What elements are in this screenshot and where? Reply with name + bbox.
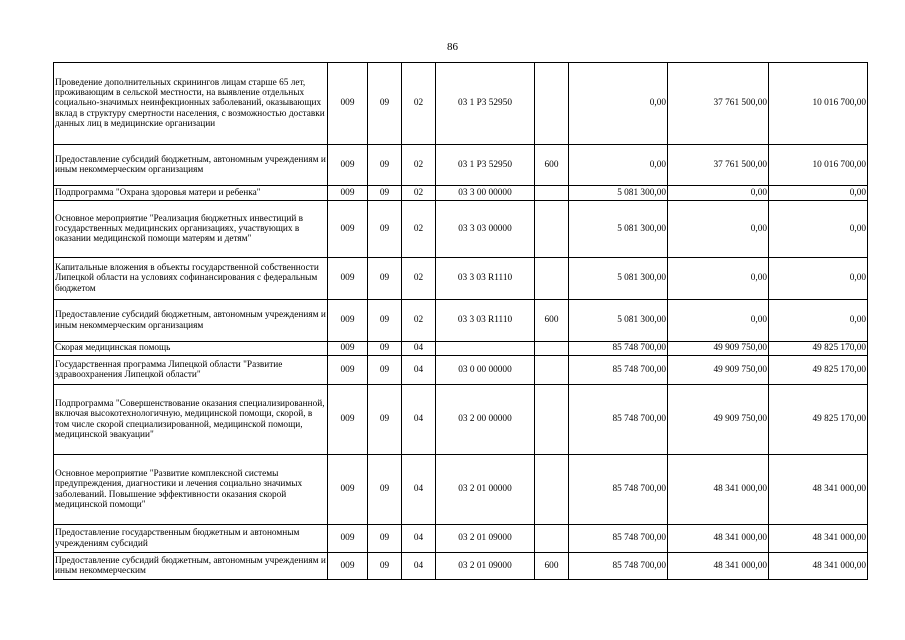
cell-amount-year-1: 85 748 700,00 — [569, 553, 668, 580]
cell-description: Капитальные вложения в объекты государственной собственности Липецкой области на условиях софинансирования с федеральным бюджетом — [54, 258, 328, 300]
cell-section: 09 — [368, 455, 402, 525]
cell-subsection: 04 — [402, 525, 436, 553]
cell-section: 09 — [368, 186, 402, 201]
cell-expense-type — [535, 63, 569, 145]
table-row — [54, 201, 868, 258]
table-row — [54, 385, 868, 455]
cell-amount-year-3: 49 825 170,00 — [769, 342, 868, 356]
cell-subsection: 02 — [402, 300, 436, 342]
cell-ministry-code: 009 — [328, 342, 368, 356]
cell-expense-type — [535, 455, 569, 525]
budget-table — [53, 62, 868, 580]
table-row — [54, 455, 868, 525]
cell-amount-year-1: 5 081 300,00 — [569, 186, 668, 201]
cell-amount-year-2: 37 761 500,00 — [668, 63, 769, 145]
cell-description: Предоставление субсидий бюджетным, автономным учреждениям и иным некоммерческим — [54, 553, 328, 580]
cell-subsection: 02 — [402, 201, 436, 258]
cell-section: 09 — [368, 63, 402, 145]
cell-amount-year-3: 10 016 700,00 — [769, 145, 868, 186]
cell-section: 09 — [368, 525, 402, 553]
cell-subsection: 02 — [402, 258, 436, 300]
cell-amount-year-2: 0,00 — [668, 258, 769, 300]
cell-ministry-code: 009 — [328, 553, 368, 580]
table-row — [54, 258, 868, 300]
cell-amount-year-1: 5 081 300,00 — [569, 201, 668, 258]
cell-amount-year-2: 48 341 000,00 — [668, 455, 769, 525]
cell-target-article: 03 2 01 09000 — [436, 553, 535, 580]
table-row — [54, 186, 868, 201]
cell-section: 09 — [368, 342, 402, 356]
cell-amount-year-1: 5 081 300,00 — [569, 258, 668, 300]
cell-amount-year-3: 10 016 700,00 — [769, 63, 868, 145]
cell-amount-year-3: 48 341 000,00 — [769, 525, 868, 553]
cell-target-article: 03 3 03 R1110 — [436, 258, 535, 300]
table-row — [54, 342, 868, 356]
cell-amount-year-1: 5 081 300,00 — [569, 300, 668, 342]
cell-amount-year-3: 0,00 — [769, 258, 868, 300]
cell-description: Проведение дополнительных скринингов лицам старше 65 лет, проживающим в сельской местности, на выявление отдельных социально-значимых неинфекционных заболеваний, оказывающих вклад в структуру смертности населения, с возможностью доставки данных лиц в медицинские организации — [54, 63, 328, 145]
cell-expense-type: 600 — [535, 553, 569, 580]
cell-amount-year-1: 0,00 — [569, 63, 668, 145]
cell-description: Основное мероприятие "Развитие комплексной системы предупреждения, диагностики и лечения социально значимых заболеваний. Повышение эффективности оказания скорой медицинской помощи" — [54, 455, 328, 525]
cell-expense-type — [535, 525, 569, 553]
cell-amount-year-2: 49 909 750,00 — [668, 356, 769, 385]
table-row — [54, 356, 868, 385]
cell-description: Основное мероприятие "Реализация бюджетных инвестиций в государственных медицинских организациях, участвующих в оказании медицинской помощи матерям и детям" — [54, 201, 328, 258]
cell-subsection: 04 — [402, 342, 436, 356]
cell-subsection: 04 — [402, 356, 436, 385]
cell-description: Предоставление субсидий бюджетным, автономным учреждениям и иным некоммерческим организациям — [54, 300, 328, 342]
page-number: 86 — [447, 41, 458, 53]
cell-description: Подпрограмма "Охрана здоровья матери и ребенка" — [54, 186, 328, 201]
cell-target-article: 03 2 01 09000 — [436, 525, 535, 553]
cell-amount-year-1: 85 748 700,00 — [569, 385, 668, 455]
cell-subsection: 02 — [402, 145, 436, 186]
cell-amount-year-3: 48 341 000,00 — [769, 553, 868, 580]
cell-amount-year-3: 0,00 — [769, 186, 868, 201]
cell-amount-year-1: 85 748 700,00 — [569, 455, 668, 525]
cell-expense-type — [535, 201, 569, 258]
cell-ministry-code: 009 — [328, 145, 368, 186]
cell-ministry-code: 009 — [328, 455, 368, 525]
table-row — [54, 145, 868, 186]
cell-amount-year-3: 48 341 000,00 — [769, 455, 868, 525]
cell-target-article: 03 3 03 00000 — [436, 201, 535, 258]
cell-amount-year-1: 0,00 — [569, 145, 668, 186]
cell-description: Подпрограмма "Совершенствование оказания специализированной, включая высокотехнологичную, медицинской помощи, скорой, в том числе скорой специализированной, медицинской помощи, медицинской эвакуации" — [54, 385, 328, 455]
cell-expense-type — [535, 258, 569, 300]
cell-expense-type — [535, 385, 569, 455]
cell-description: Предоставление государственным бюджетным и автономным учреждениям субсидий — [54, 525, 328, 553]
cell-subsection: 02 — [402, 63, 436, 145]
cell-subsection: 04 — [402, 385, 436, 455]
cell-ministry-code: 009 — [328, 300, 368, 342]
cell-subsection: 04 — [402, 553, 436, 580]
cell-ministry-code: 009 — [328, 525, 368, 553]
cell-ministry-code: 009 — [328, 63, 368, 145]
cell-amount-year-2: 48 341 000,00 — [668, 525, 769, 553]
cell-target-article: 03 0 00 00000 — [436, 356, 535, 385]
cell-subsection: 04 — [402, 455, 436, 525]
cell-amount-year-3: 0,00 — [769, 201, 868, 258]
cell-expense-type: 600 — [535, 300, 569, 342]
cell-ministry-code: 009 — [328, 186, 368, 201]
cell-amount-year-1: 85 748 700,00 — [569, 525, 668, 553]
cell-section: 09 — [368, 258, 402, 300]
cell-description: Скорая медицинская помощь — [54, 342, 328, 356]
cell-target-article: 03 1 P3 52950 — [436, 145, 535, 186]
cell-ministry-code: 009 — [328, 356, 368, 385]
cell-amount-year-2: 49 909 750,00 — [668, 342, 769, 356]
cell-description: Предоставление субсидий бюджетным, автономным учреждениям и иным некоммерческим организациям — [54, 145, 328, 186]
cell-ministry-code: 009 — [328, 385, 368, 455]
cell-expense-type — [535, 356, 569, 385]
cell-amount-year-2: 49 909 750,00 — [668, 385, 769, 455]
cell-description: Государственная программа Липецкой области "Развитие здравоохранения Липецкой области" — [54, 356, 328, 385]
table-row — [54, 63, 868, 145]
cell-section: 09 — [368, 201, 402, 258]
cell-target-article: 03 2 01 00000 — [436, 455, 535, 525]
cell-target-article: 03 3 00 00000 — [436, 186, 535, 201]
cell-amount-year-3: 49 825 170,00 — [769, 385, 868, 455]
table-row — [54, 300, 868, 342]
cell-amount-year-2: 0,00 — [668, 201, 769, 258]
cell-amount-year-3: 0,00 — [769, 300, 868, 342]
cell-target-article: 03 2 00 00000 — [436, 385, 535, 455]
cell-expense-type: 600 — [535, 145, 569, 186]
cell-amount-year-2: 37 761 500,00 — [668, 145, 769, 186]
cell-section: 09 — [368, 385, 402, 455]
cell-target-article — [436, 342, 535, 356]
cell-expense-type — [535, 342, 569, 356]
cell-subsection: 02 — [402, 186, 436, 201]
cell-amount-year-2: 0,00 — [668, 300, 769, 342]
cell-section: 09 — [368, 356, 402, 385]
cell-ministry-code: 009 — [328, 201, 368, 258]
cell-amount-year-2: 0,00 — [668, 186, 769, 201]
cell-amount-year-3: 49 825 170,00 — [769, 356, 868, 385]
cell-section: 09 — [368, 145, 402, 186]
cell-section: 09 — [368, 553, 402, 580]
cell-amount-year-1: 85 748 700,00 — [569, 356, 668, 385]
cell-target-article: 03 1 P3 52950 — [436, 63, 535, 145]
cell-expense-type — [535, 186, 569, 201]
cell-amount-year-1: 85 748 700,00 — [569, 342, 668, 356]
table-row — [54, 525, 868, 553]
cell-section: 09 — [368, 300, 402, 342]
cell-ministry-code: 009 — [328, 258, 368, 300]
table-row — [54, 553, 868, 580]
cell-target-article: 03 3 03 R1110 — [436, 300, 535, 342]
cell-amount-year-2: 48 341 000,00 — [668, 553, 769, 580]
